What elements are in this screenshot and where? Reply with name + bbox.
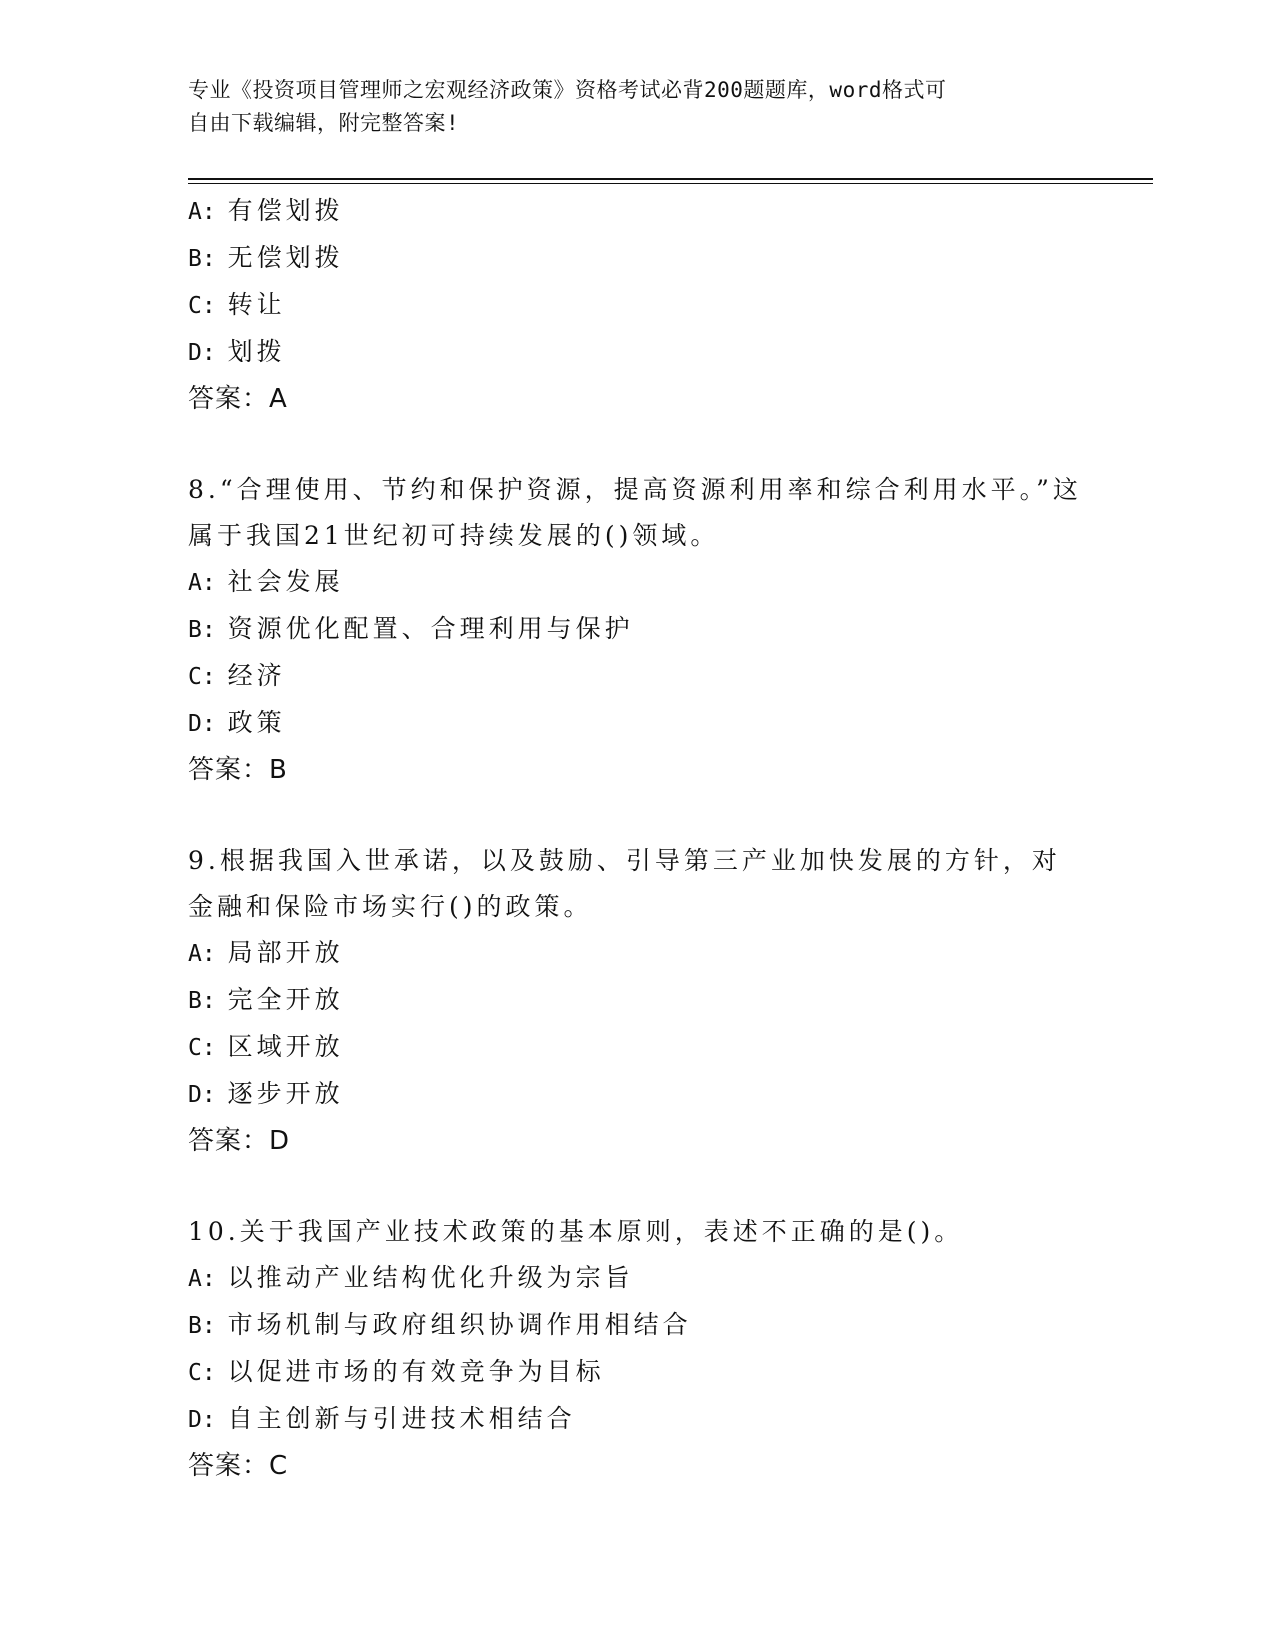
question-7 [188, 188, 1088, 422]
option-a [188, 1255, 1088, 1302]
option-text: 区域开放 [227, 1032, 344, 1061]
option-text: 转让 [227, 290, 286, 319]
answer-line: 答案：C [188, 1451, 289, 1481]
option-letter: D: [188, 1407, 216, 1433]
option-c [188, 282, 1088, 329]
option-text: 划拨 [227, 337, 286, 366]
option-c [188, 1349, 1088, 1396]
option-text: 无偿划拨 [227, 243, 344, 272]
header-line-1: 专业《投资项目管理师之宏观经济政策》资格考试必背200题题库，word格式可 [188, 78, 947, 102]
option-b [188, 1302, 1088, 1349]
option-a [188, 559, 1088, 606]
option-text: 局部开放 [227, 938, 344, 967]
option-letter: B: [188, 988, 216, 1014]
option-letter: B: [188, 1313, 216, 1339]
option-letter: A: [188, 199, 216, 225]
option-a [188, 930, 1088, 977]
question-stem: 9.根据我国入世承诺，以及鼓励、引导第三产业加快发展的方针，对金融和保险市场实行()的政策。 [188, 846, 1061, 921]
document-header [188, 74, 1088, 140]
option-b [188, 235, 1088, 282]
answer-line: 答案：B [188, 755, 288, 785]
option-c [188, 1024, 1088, 1071]
option-text: 经济 [227, 661, 286, 690]
question-8 [188, 467, 1088, 793]
option-letter: A: [188, 1266, 216, 1292]
option-letter: A: [188, 570, 216, 596]
question-stem: 8.“合理使用、节约和保护资源，提高资源利用率和综合利用水平。”这属于我国21世纪初可持续发展的()领域。 [188, 475, 1082, 550]
option-text: 自主创新与引进技术相结合 [227, 1404, 576, 1433]
option-d [188, 1396, 1088, 1443]
question-9 [188, 838, 1088, 1164]
option-letter: C: [188, 1035, 216, 1061]
option-b [188, 606, 1088, 653]
answer-line: 答案：D [188, 1126, 291, 1156]
option-text: 有偿划拨 [227, 196, 344, 225]
option-letter: C: [188, 1360, 216, 1386]
option-d [188, 329, 1088, 376]
option-letter: B: [188, 246, 216, 272]
option-letter: D: [188, 711, 216, 737]
option-text: 市场机制与政府组织协调作用相结合 [227, 1310, 692, 1339]
option-text: 以推动产业结构优化升级为宗旨 [227, 1263, 634, 1292]
option-text: 完全开放 [227, 985, 344, 1014]
header-line-2: 自由下载编辑，附完整答案! [188, 111, 460, 135]
option-text: 政策 [227, 708, 286, 737]
option-a [188, 188, 1088, 235]
option-letter: D: [188, 1082, 216, 1108]
header-divider-thick [188, 178, 1153, 180]
answer-line: 答案：A [188, 384, 288, 414]
option-letter: A: [188, 941, 216, 967]
question-10 [188, 1209, 1088, 1489]
option-d [188, 1071, 1088, 1118]
option-text: 社会发展 [227, 567, 344, 596]
option-letter: B: [188, 617, 216, 643]
option-d [188, 700, 1088, 747]
option-letter: C: [188, 293, 216, 319]
header-divider-thin [188, 183, 1153, 184]
option-letter: C: [188, 664, 216, 690]
option-letter: D: [188, 340, 216, 366]
option-text: 逐步开放 [227, 1079, 344, 1108]
question-list [188, 188, 1088, 1534]
option-c [188, 653, 1088, 700]
option-text: 以促进市场的有效竞争为目标 [227, 1357, 605, 1386]
option-b [188, 977, 1088, 1024]
question-stem: 10.关于我国产业技术政策的基本原则，表述不正确的是()。 [188, 1217, 964, 1246]
option-text: 资源优化配置、合理利用与保护 [227, 614, 634, 643]
